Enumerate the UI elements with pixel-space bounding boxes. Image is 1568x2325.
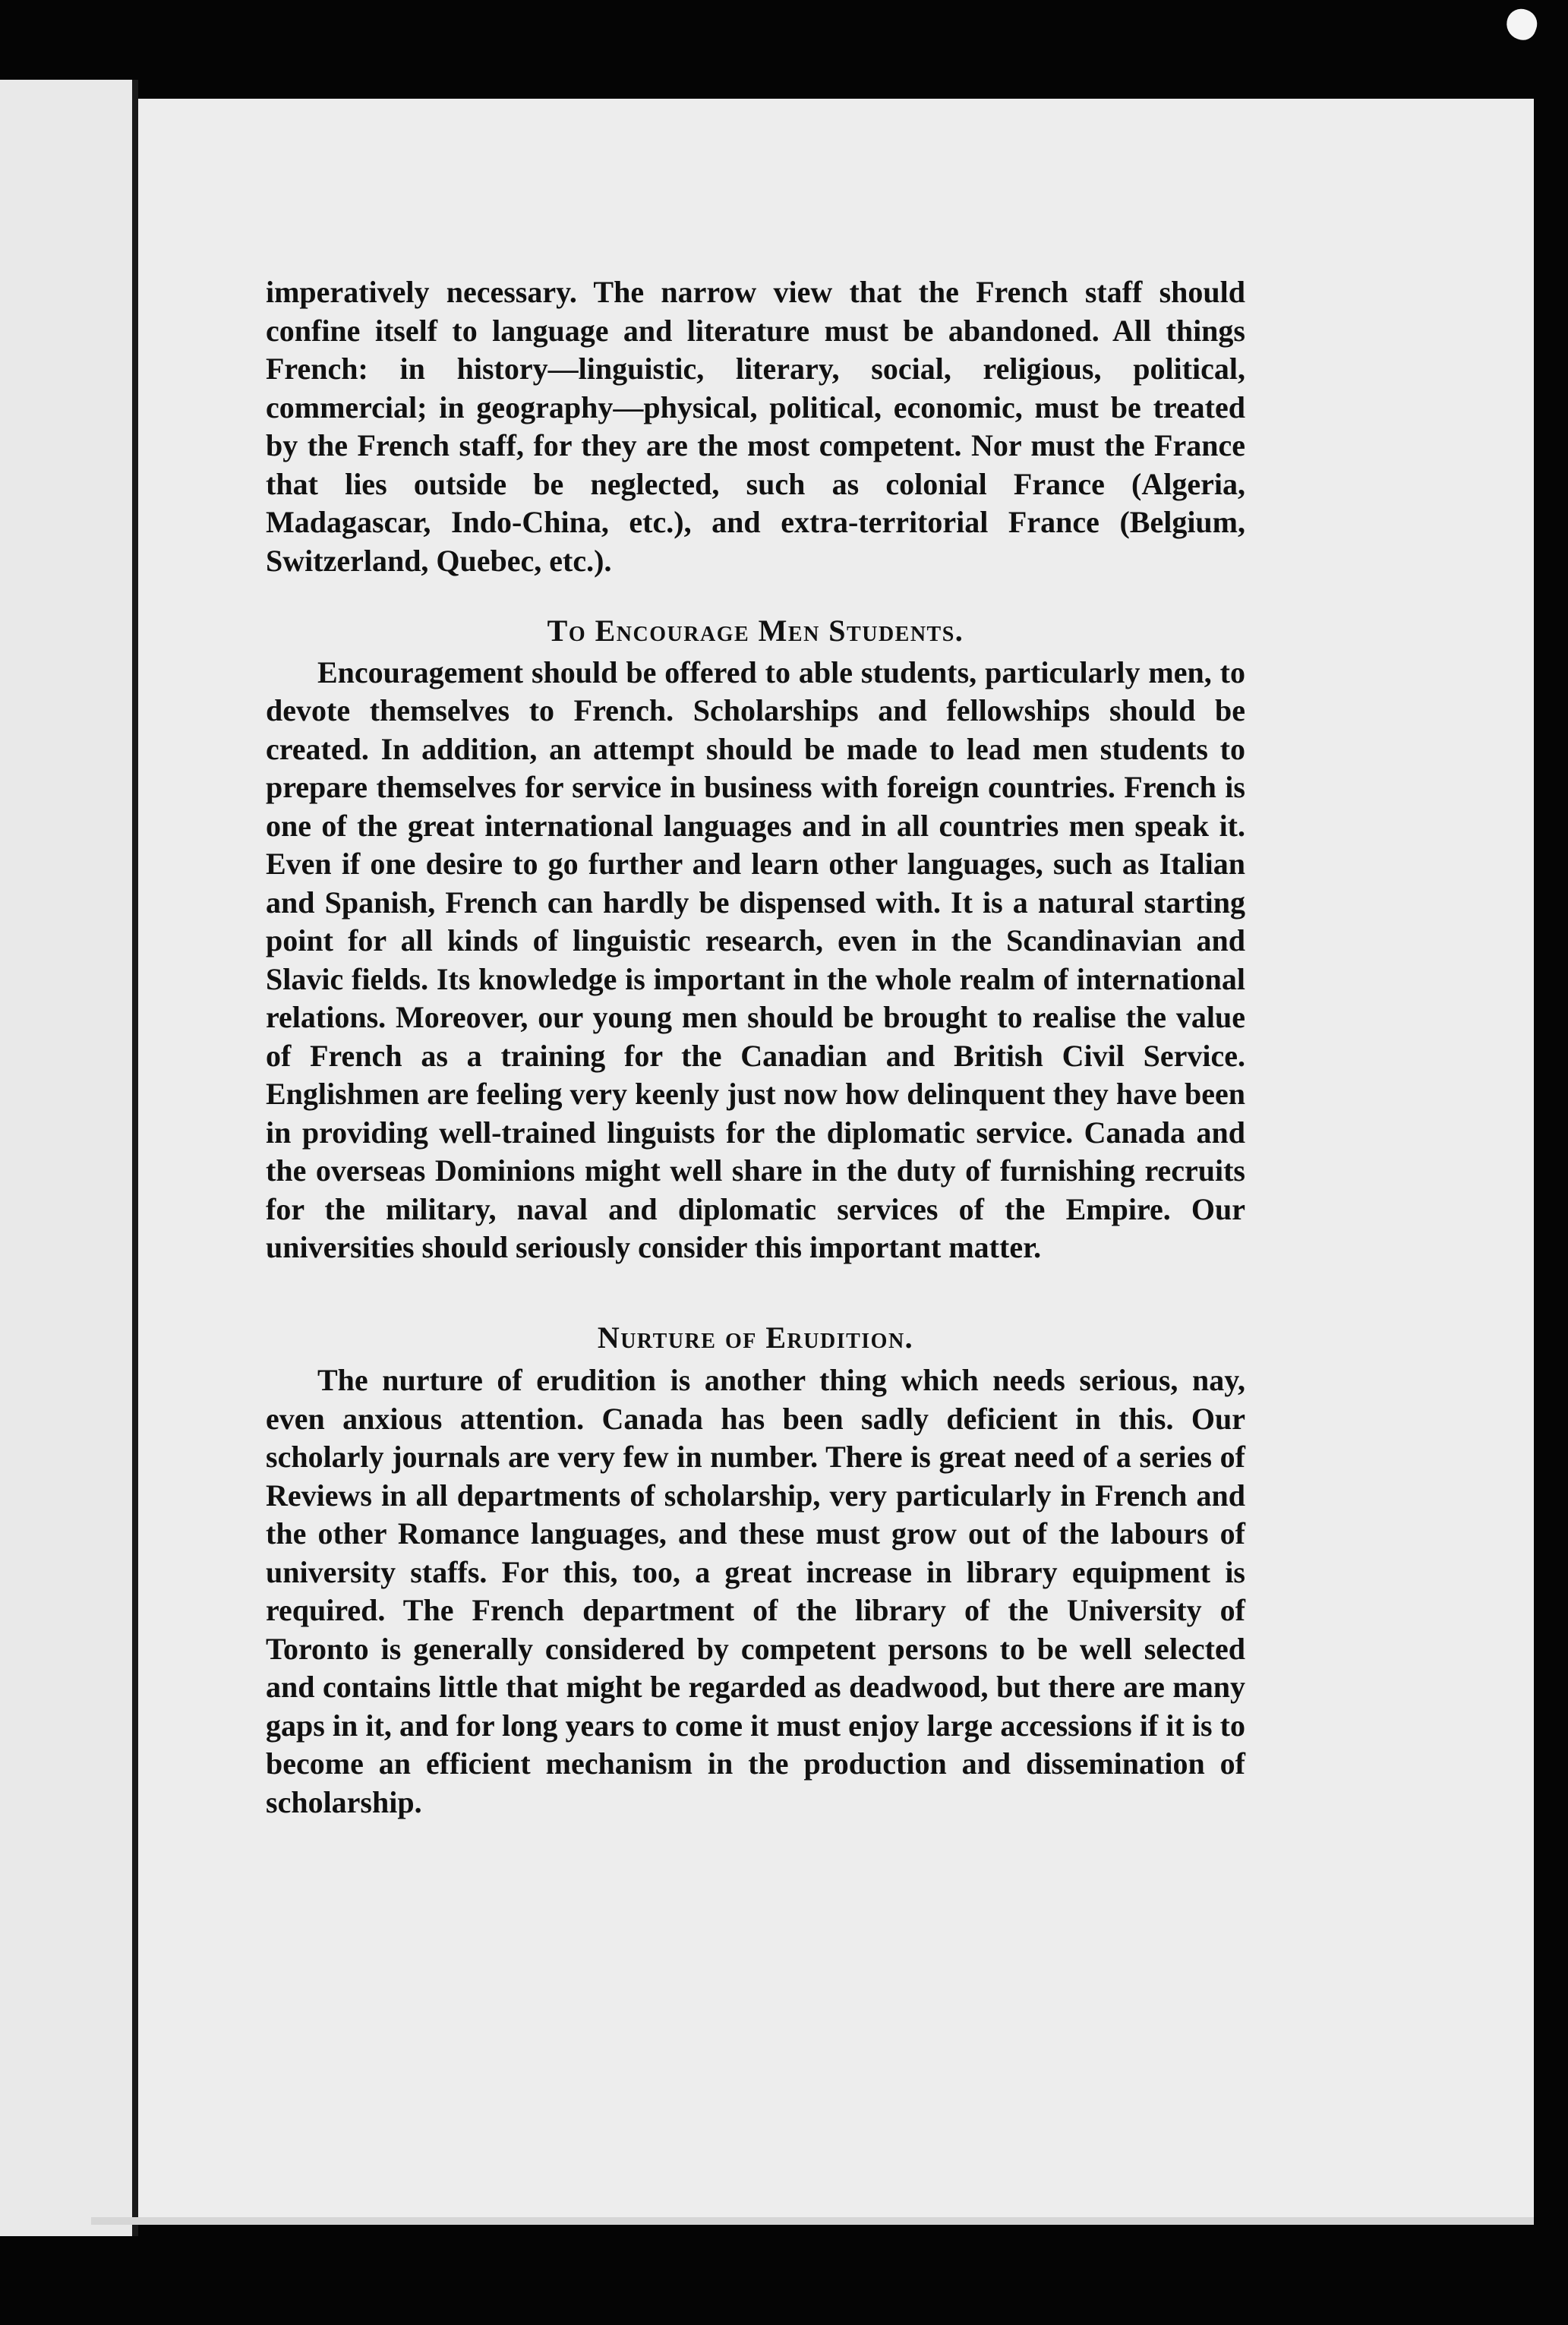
paragraph-nurture-of-erudition: The nurture of erudition is another thing which needs serious, nay, even anxious attention. Canada has been sadly deficient in this. Our scholarly journals are very few in number. There is great need of a series of Reviews in all departments of scholarship, very particularly in French and the other Romance languages, and these must grow out of the labours of university staffs. For this, too, a great increase in library equipment is required. The French department of the library of the University of Toronto is generally considered by competent persons to be well selected and contains little that might be regarded as deadwood, but there are many gaps in it, and for long years to come it must enjoy large accessions if it is to become an efficient mechanism in the production and dissemination of scholarship. — [266, 1363, 1245, 1819]
page-bottom-edge — [91, 2217, 1534, 2225]
paragraph-encourage-men-students: Encouragement should be offered to able students, particularly men, to devote themselves to French. Scholarships and fellowships should be created. In addition, an attempt should be made to lead men students to prepare themselves for service in business with foreign countries. French is one of the great international languages and in all countries men speak it. Even if one desire to go further and learn other languages, such as Italian and Spanish, French can hardly be dispensed with. It is a natural starting point for all kinds of linguistic research, even in the Scandinavian and Slavic fields. Its knowledge is important in the whole realm of international relations. Moreover, our young men should be brought to realise the value of French as a training for the Canadian and British Civil Service. Englishmen are feeling very keenly just now how delinquent they have been in providing well-trained linguists for the diplomatic service. Canada and the overseas Dominions might well share in the duty of furnishing recruits for the military, naval and diplomatic services of the Empire. Our universities should seriously consider this important matter. — [266, 655, 1245, 1264]
binding-gutter — [132, 80, 138, 2236]
section-heading-nurture-of-erudition: Nurture of Erudition. — [597, 1320, 914, 1355]
facing-page-edge — [0, 80, 135, 2236]
paragraph-continuation: imperatively necessary. The narrow view that the French staff should confine itself to language and literature must be abandoned. All things French: in history—linguistic, literary, social, religious, political, commercial; in geography—physical, political, economic, must be treated by the French staff, for they are the most competent. Nor must the France that lies outside be neglected, such as colonial France (Algeria, Madagascar, Indo-China, etc.), and extra-territorial France (Belgium, Switzerland, Quebec, etc.). — [266, 275, 1245, 578]
section-heading-encourage-men-students: To Encourage Men Students. — [547, 614, 964, 648]
page-text — [266, 273, 1245, 1822]
